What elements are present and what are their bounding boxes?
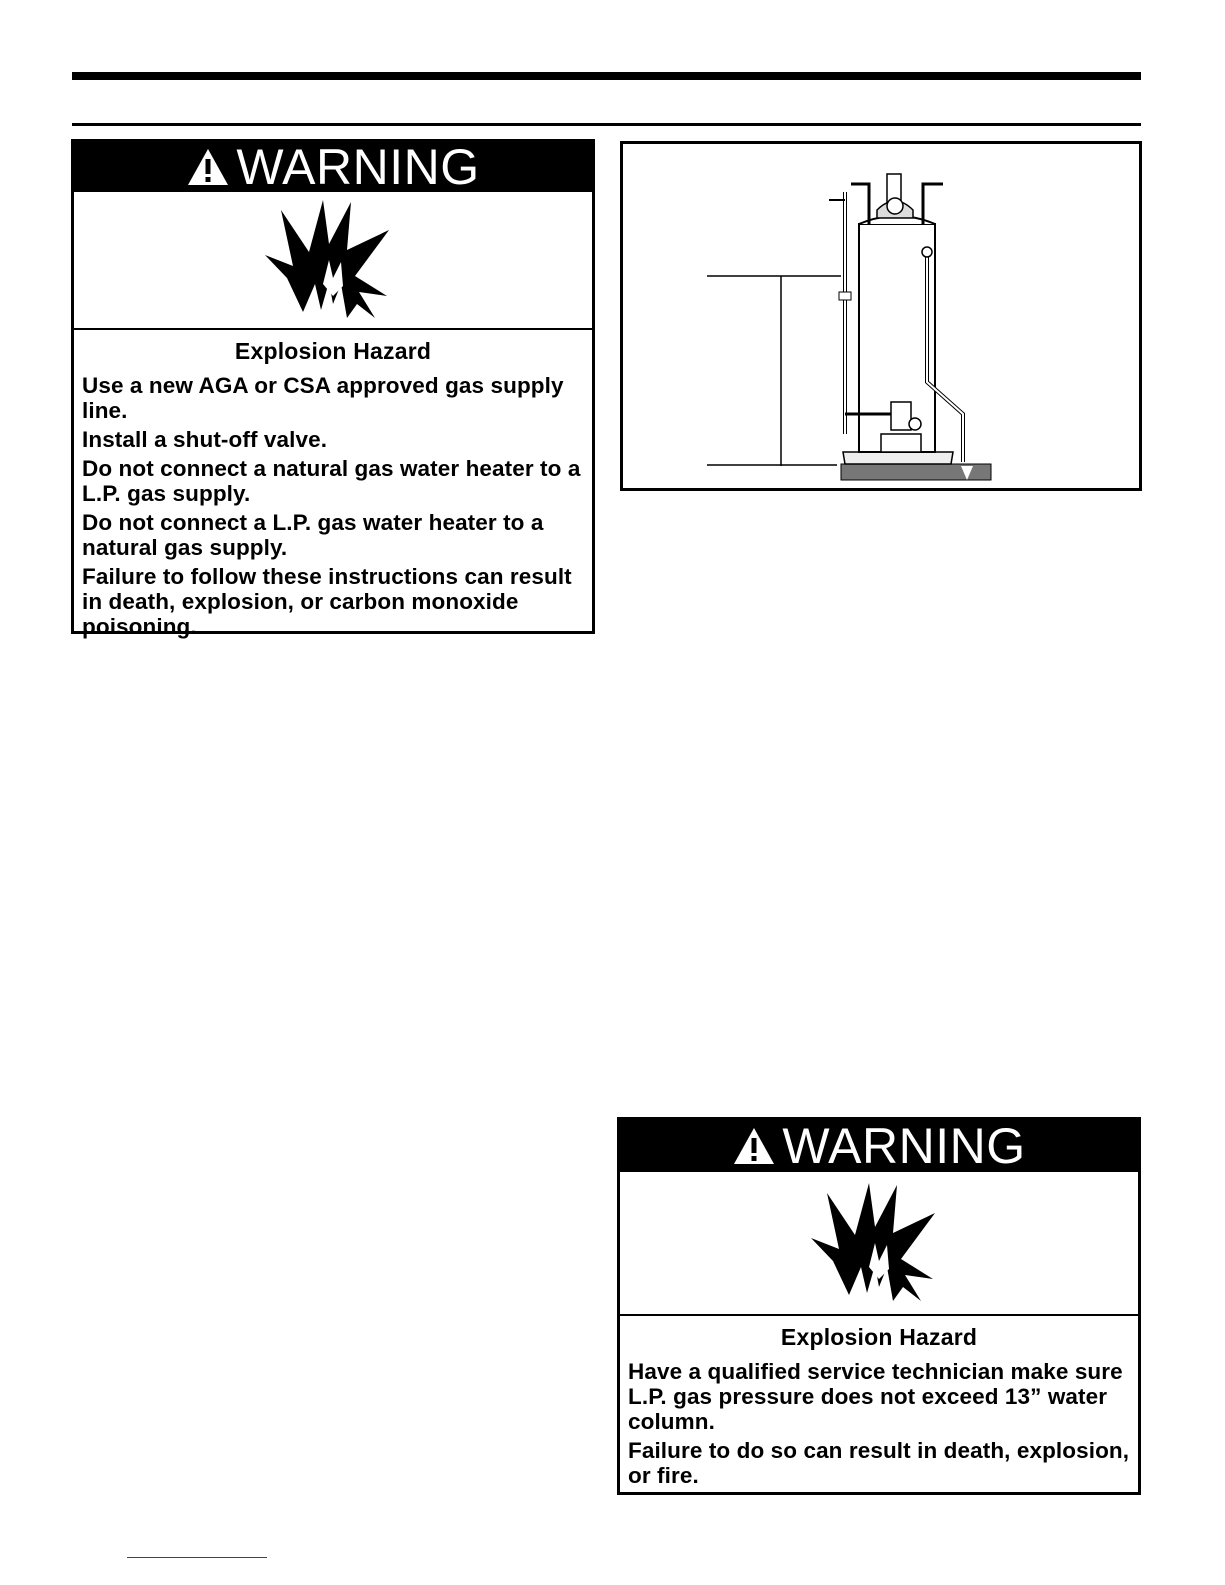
warning-triangle-icon	[186, 147, 230, 187]
explosion-icon	[263, 200, 403, 320]
warning-line: Failure to do so can result in death, explosion, or fire.	[628, 1438, 1130, 1488]
hazard-icon-area	[620, 1172, 1138, 1316]
warning-line: Have a qualified service technician make sure L.P. gas pressure does not exceed 13” water column.	[628, 1359, 1123, 1434]
warning-line: Install a shut-off valve.	[82, 427, 328, 452]
warning-header	[620, 1120, 1138, 1172]
explosion-icon	[809, 1181, 949, 1305]
warning-header-label: WARNING	[782, 1118, 1026, 1174]
header-rule-thin	[72, 123, 1141, 126]
water-heater-tank	[829, 174, 963, 462]
header-rule-thick	[72, 72, 1141, 80]
warning-triangle-icon	[732, 1126, 776, 1166]
hazard-title: Explosion Hazard	[780, 1324, 978, 1350]
hazard-icon-area	[74, 192, 592, 330]
warning-header-label: WARNING	[236, 139, 480, 195]
warning-line: Do not connect a L.P. gas water heater to a natural gas supply.	[82, 510, 544, 560]
water-heater-diagram	[620, 141, 1142, 491]
hazard-title: Explosion Hazard	[234, 338, 432, 364]
warning-header	[74, 139, 592, 195]
warning-line: Use a new AGA or CSA approved gas supply line.	[82, 373, 564, 423]
warning-line: Do not connect a natural gas water heater to a L.P. gas supply.	[82, 456, 581, 506]
drain-pan	[841, 452, 991, 480]
warning-box-lp-pressure	[617, 1117, 1141, 1495]
warning-line: Failure to follow these instructions can result in death, explosion, or carbon monoxide poisoning.	[82, 564, 572, 639]
footer-link-underline[interactable]	[127, 1557, 267, 1558]
warning-box-gas-supply	[71, 139, 595, 639]
